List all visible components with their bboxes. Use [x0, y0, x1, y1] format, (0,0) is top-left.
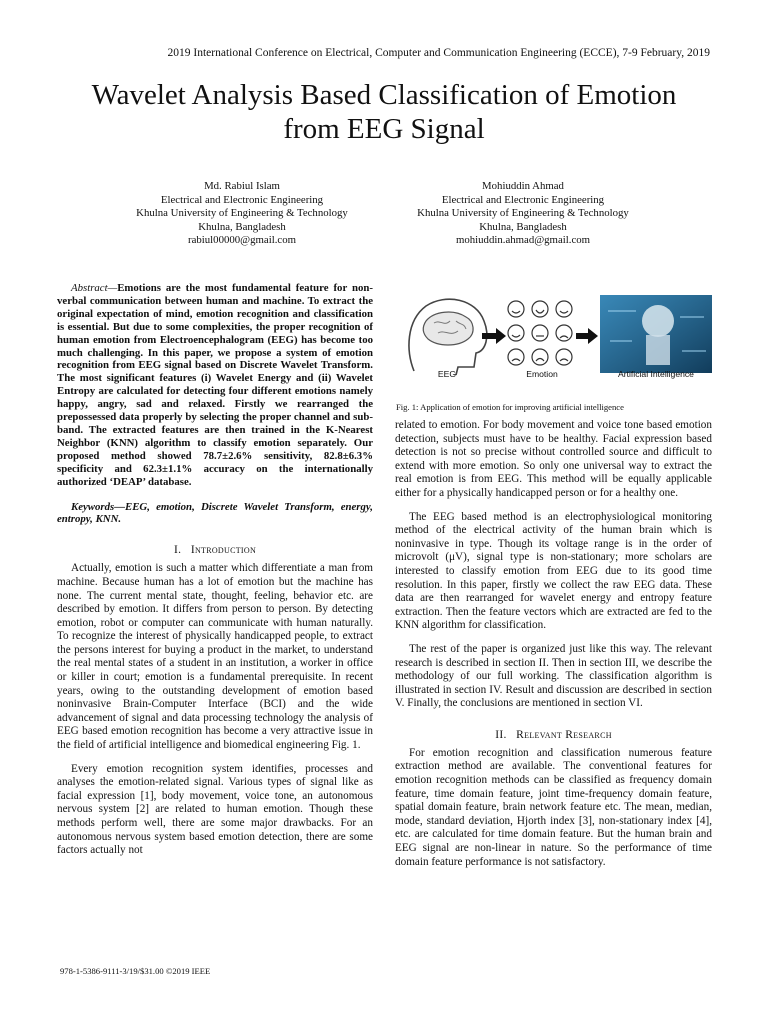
author-block-1: [112, 180, 372, 248]
figure-label-ai: Artificial Intelligence: [618, 369, 694, 379]
author-name: Md. Rabiul Islam: [204, 180, 280, 192]
conference-header: 2019 International Conference on Electrical, Computer and Communication Engineering (ECCE), 7-9 February, 2019: [167, 47, 710, 59]
paragraph: For emotion recognition and classification numerous feature extraction method are available. The conventional features for emotion recognition methods can be classified as frequency domain feature, time domain feature, joint time-frequency domain feature, spatial domain feature, brain network feature etc. The mean, median, mode, standard deviation, Hjorth index [3], non-stationary index [4], etc. are calculated for time domain feature. But the human brain and EEG signal are non-linear in nature. So the performance of time domain feature performance is not satisfactory.: [395, 746, 712, 868]
right-column: [395, 419, 712, 879]
figure-label-eeg: EEG: [437, 369, 457, 379]
keywords-text: EEG, emotion, Discrete Wavelet Transform, energy, entropy, KNN.: [57, 500, 373, 526]
section-1-body: [57, 562, 373, 857]
section-title: Introduction: [190, 544, 257, 557]
section-number: II.: [495, 728, 507, 741]
author-name: Mohiuddin Ahmad: [482, 180, 564, 192]
abstract-lead: Abstract—: [71, 282, 118, 294]
paragraph: related to emotion. For body movement and voice tone based emotion detection, subjects must have to be healthy. Facial expression based detection is not so precise without controlled source and difficult to extend with more emotion. So only one universal way to extract the real emotion is from EEG. This method will be equally applicable either for a physically handicapped person or for a healthy one.: [395, 419, 712, 499]
section-2-body: [395, 747, 712, 869]
title-line-2: from EEG Signal: [283, 113, 485, 145]
keywords: [57, 501, 373, 527]
brain-head-icon: [409, 299, 487, 375]
author-email: mohiuddin.ahmad@gmail.com: [455, 234, 591, 246]
paragraph: The rest of the paper is organized just like this way. The relevant research is described in section II. Then in section III, we describe the methodology of our full working. The classification algorithm is illustrated in section IV. Result and discussion are described in section V. Finally, the conclusions are mentioned in section VI.: [395, 642, 712, 710]
section-heading-2: [395, 729, 712, 741]
author-city: Khulna, Bangladesh: [479, 220, 567, 233]
author-block-2: [393, 180, 653, 248]
title-line-1: Wavelet Analysis Based Classification of Emotion: [91, 79, 677, 111]
abstract-text: Emotions are the most fundamental feature for non-verbal communication between human and machine. To extract the original expectation of mind, emotion recognition and classification is essential. But due to some complexities, the proper recognition of human emotion from Electroencephalogram (EEG) has become too much challenging. In this paper, we propose a system of emotion recognition from EEG signal based on Discrete Wavelet Transform. The most significant features (i) Wavelet Energy and (ii) Wavelet Entropy are calculated for detecting four different emotions namely happy, angry, sad and relaxed. Firstly we rearranged the prepossessed data properly by selecting the proper channel and sub-band. The extracted features are then trained in the K-Nearest Neighbor (KNN) algorithm to classify emotion separately. Our proposed method showed 78.7±2.6% sensitivity, 82.8±6.3% specificity and 62.3±1.1% accuracy on the internationally authorized ‘DEAP’ database.: [57, 282, 373, 488]
artificial-intelligence-image: [600, 295, 712, 373]
left-column: [57, 282, 373, 868]
section-title: Relevant Research: [516, 728, 612, 741]
abstract: [57, 282, 373, 489]
author-dept: Electrical and Electronic Engineering: [160, 193, 324, 206]
right-column-body: [395, 419, 712, 711]
section-number: I.: [173, 544, 182, 557]
paragraph: Every emotion recognition system identifies, processes and analyses the emotion-related signal. Various types of signal like as facial expression [1], body movement, voice tone, an autonomous nervous system [2] are related to human emotion. Though these methods perform well, there are some major drawbacks. For an autonomous nervous system based emotion detection, there are some factors actually not: [57, 762, 373, 857]
paper-title: [40, 78, 728, 146]
keywords-lead: Keywords—: [71, 500, 125, 513]
author-email: rabiul00000@gmail.com: [188, 234, 296, 246]
paragraph: Actually, emotion is such a matter which differentiate a man from machine. Because human has a lot of emotion but the machine has none. The current mental state, thought, feeling, behavior etc. are described by emotion. It differs from person to person. By detecting emotion, robot or computer can communicate with human naturally. To recognize the interest of physically handicapped people, to extract the persons interest for buying a product in the market, to understand the real mental states of a student in an institution, a worker in office or killer in court; emotion is a fundamental prerequisite. In recent years, owing to the outstanding development of emotion based noninvasive Brain-Computer Interface (BCI) and the wide advancement of signal and data processing technology the analysis of EEG based emotion recognition has become a very attractive issue in the field of artificial intelligence and biomedical engineering Fig. 1.: [57, 562, 373, 752]
author-univ: Khulna University of Engineering & Technology: [417, 207, 629, 219]
paragraph: The EEG based method is an electrophysiological monitoring method of the electrical activity of the human brain which is noninvasive in type. Though its voltage range is in the order of microvolt (μV), signal type is non-stationary; more scholars are interested to classify emotion from EEG due to its good time resolution. In this paper, firstly we collect the raw EEG data. These data are then rearranged for wavelet energy and entropy feature extraction. Then the feature vectors which are extracted are fed to the KNN algorithm for classification.: [395, 510, 712, 632]
author-city: Khulna, Bangladesh: [198, 220, 286, 233]
figure-caption: Fig. 1: Application of emotion for improving artificial intelligence: [396, 402, 624, 412]
author-dept: Electrical and Electronic Engineering: [441, 193, 605, 206]
figure-1: [396, 291, 718, 391]
section-heading-1: [57, 544, 373, 556]
arrow-icon: [576, 328, 598, 344]
author-univ: Khulna University of Engineering & Technology: [136, 207, 348, 219]
emoji-faces-grid: [508, 301, 572, 365]
figure-label-emotion: Emotion: [526, 369, 558, 379]
page-footer: 978-1-5386-9111-3/19/$31.00 ©2019 IEEE: [60, 966, 211, 976]
